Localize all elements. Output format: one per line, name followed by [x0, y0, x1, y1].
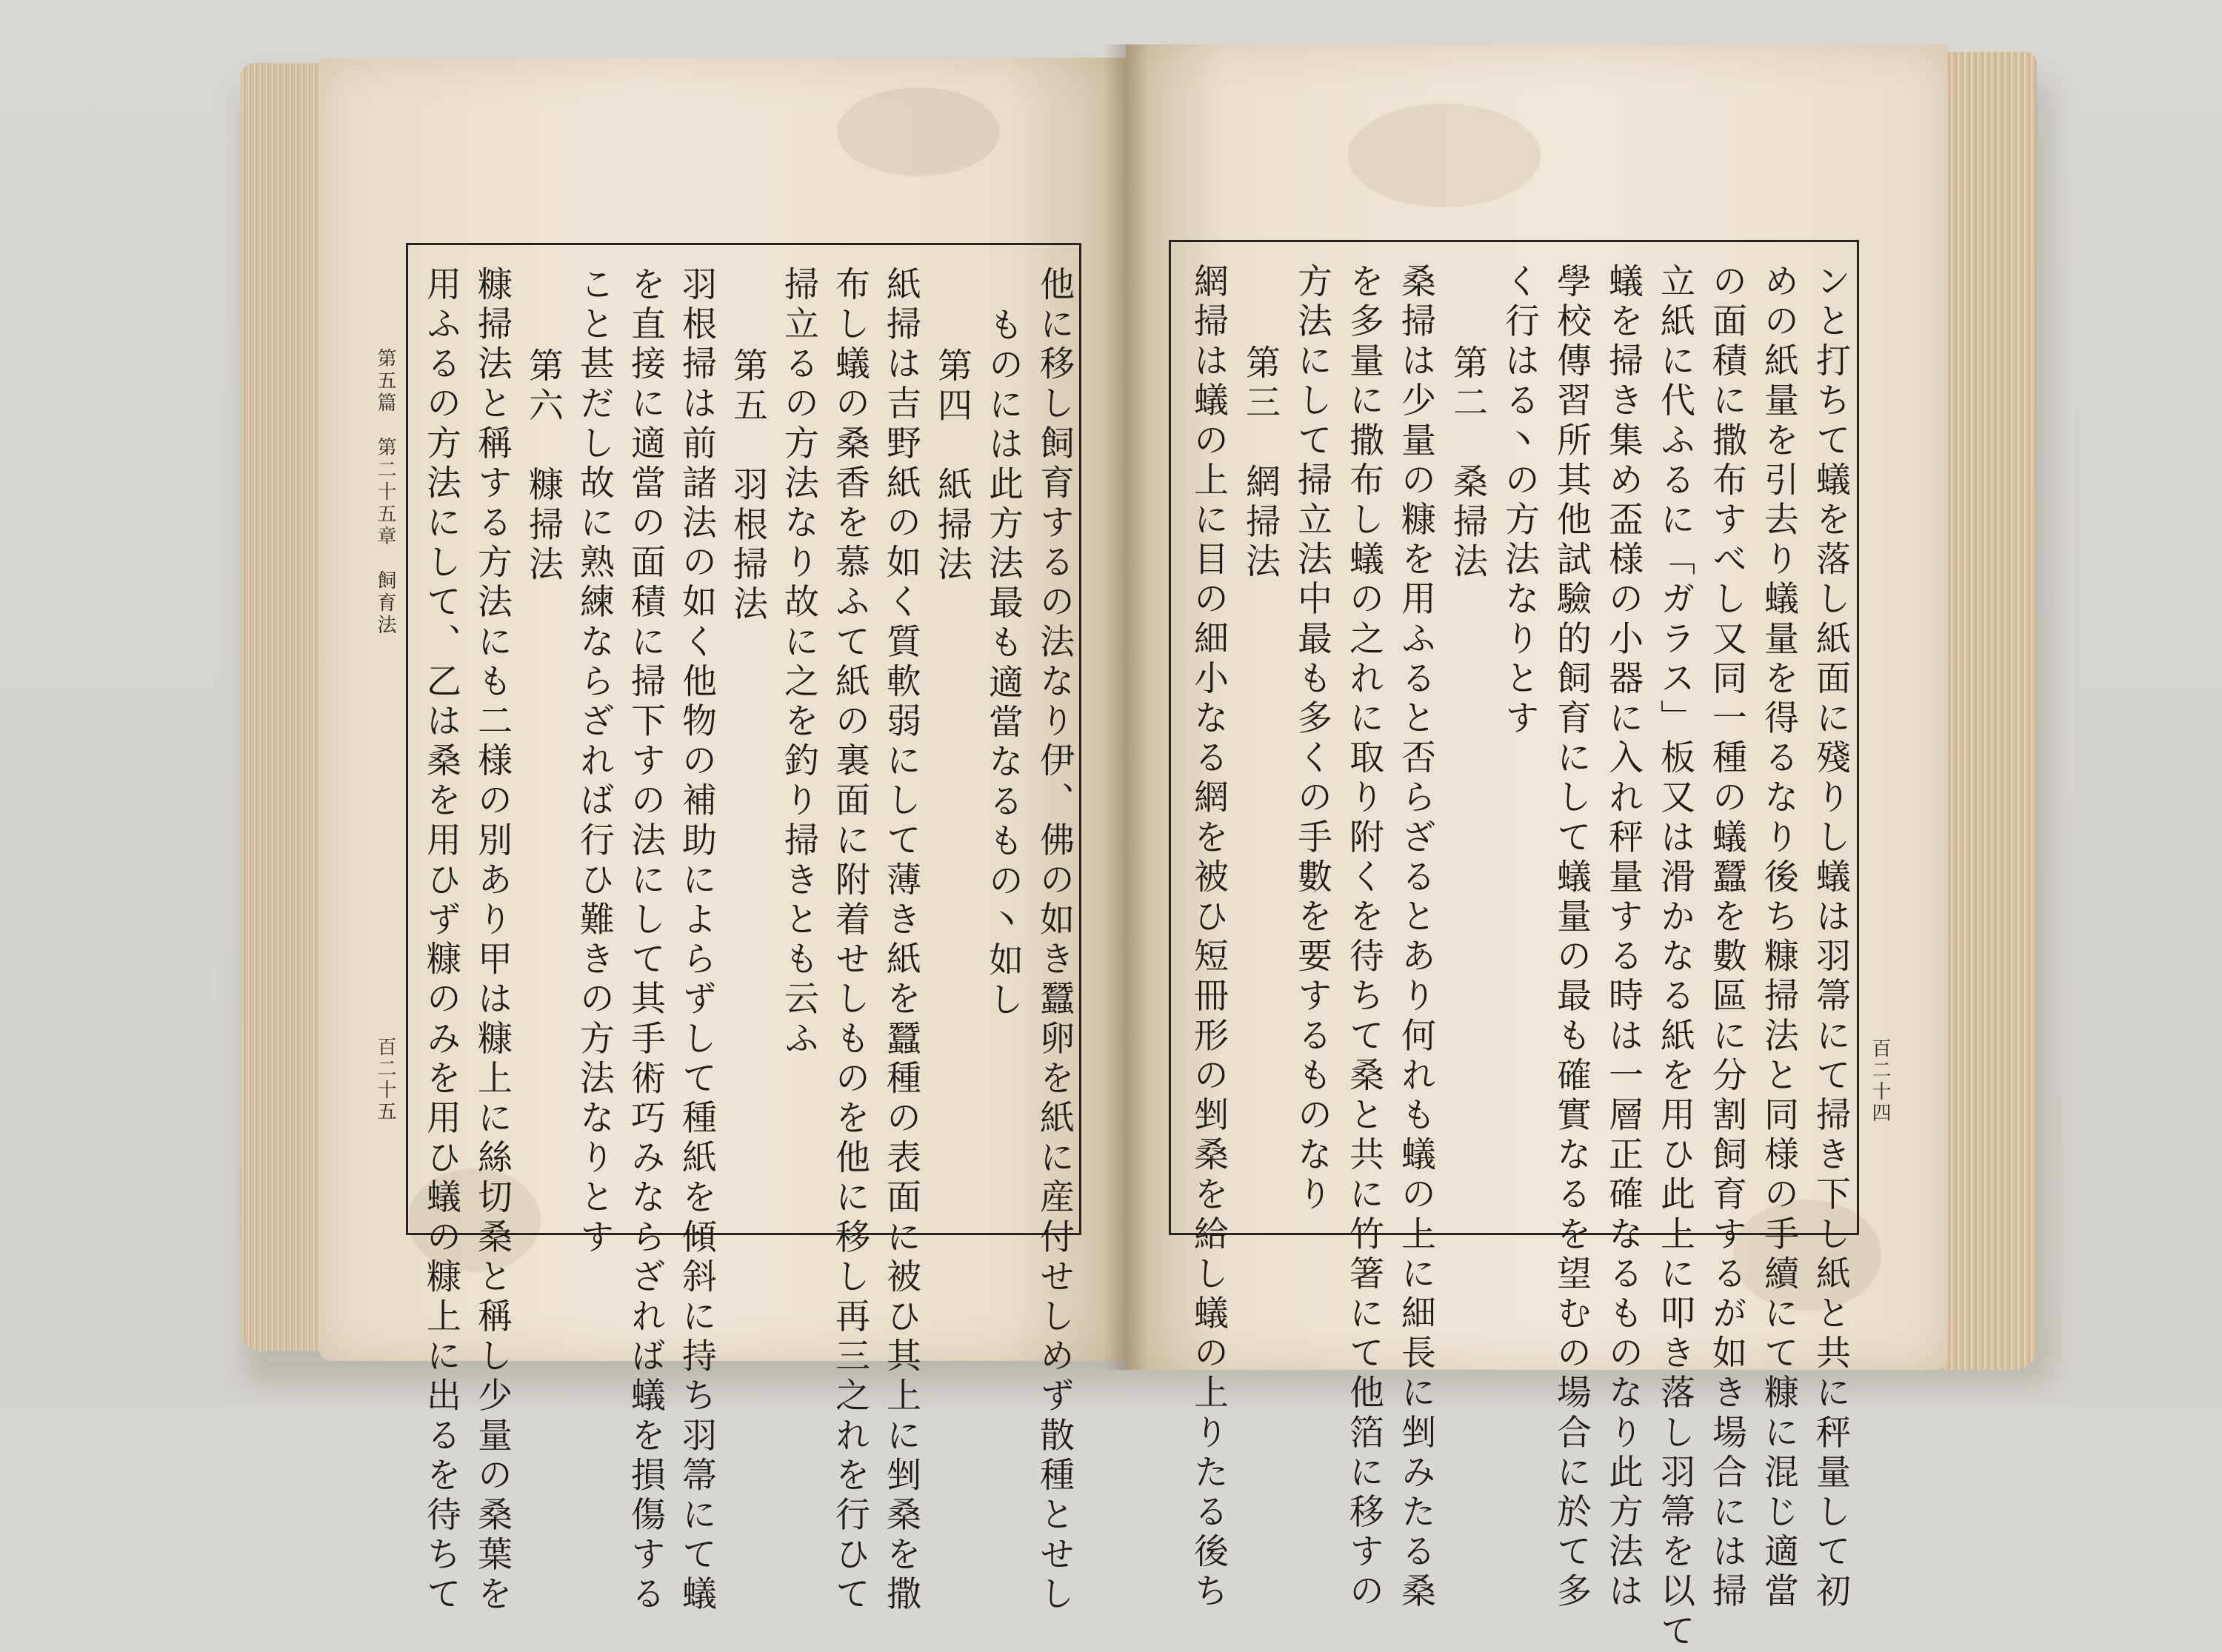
page-number-right: 百二十四: [1869, 1038, 1891, 1124]
paper-stain: [1348, 104, 1541, 207]
text-column: 糠掃法と稱する方法にも二様の別あり甲は糠上に絲切桑と稱し少量の桑葉を: [472, 266, 513, 1616]
text-column: 他に移し飼育するの法なり伊、佛の如き蠶卵を紙に産付せしめず散種とせし: [1034, 266, 1075, 1616]
left-page-edges: [241, 63, 330, 1351]
text-column: 羽根掃は前諸法の如く他物の補助によらずして種紙を傾斜に持ち羽箒にて蟻: [676, 266, 717, 1616]
text-column: 網掃は蟻の上に目の細小なる網を被ひ短冊形の剉桑を給し蟻の上りたる後ち: [1188, 263, 1229, 1613]
text-column: 蟻を掃き集め盃様の小器に入れ秤量する時は一層正確なるものなり此方法は: [1603, 263, 1644, 1613]
text-column: ンと打ちて蟻を落し紙面に殘りし蟻は羽箒にて掃き下し紙と共に秤量して初: [1810, 263, 1851, 1613]
section-heading: 第三 網掃法: [1240, 344, 1281, 583]
section-heading: 第五 羽根掃法: [727, 347, 768, 626]
text-column: 用ふるの方法にして、乙は桑を用ひず糠のみを用ひ蟻の糠上に出るを待ちて: [421, 266, 461, 1616]
text-column: を直接に適當の面積に掃下すの法にして其手術巧みならざれば蟻を損傷する: [625, 266, 666, 1616]
running-head: 第五篇 第二十五章 飼育法: [374, 348, 396, 637]
paper-stain: [837, 87, 1000, 176]
left-text-frame: [406, 243, 1081, 1616]
text-column: を多量に撒布し蟻の之れに取り附くを待ちて桑と共に竹箸にて他箔に移すの: [1344, 263, 1384, 1613]
text-column: こと甚だし故に熟練ならざれば行ひ難きの方法なりとす: [574, 266, 615, 1258]
section-heading: 第四 紙掃法: [932, 347, 972, 586]
book-gutter: [1104, 44, 1148, 1370]
text-column: 立紙に代ふるに「ガラス」板又は滑かなる紙を用ひ此上に叩き落し羽箒を以て: [1655, 263, 1695, 1652]
text-column: 桑掃は少量の糠を用ふると否らざるとあり何れも蟻の上に細長に剉みたる桑: [1395, 263, 1436, 1613]
text-column: 紙掃は吉野紙の如く質軟弱にして薄き紙を蠶種の表面に被ひ其上に剉桑を撒: [881, 266, 921, 1616]
text-column: の面積に撒布すべし又同一種の蟻蠶を數區に分割飼育するが如き場合には掃: [1706, 263, 1747, 1613]
text-column: めの紙量を引去り蟻量を得るなり後ち糠掃法と同様の手續にて糠に混じ適當: [1758, 263, 1799, 1613]
right-page-edges: [1941, 52, 2037, 1370]
section-heading: 第二 桑掃法: [1447, 344, 1488, 583]
section-heading: 第六 糠掃法: [523, 347, 564, 586]
text-column: 方法にして掃立法中最も多くの手數を要するものなり: [1292, 263, 1332, 1216]
page-number-left: 百二十五: [374, 1037, 396, 1123]
text-column: 布し蟻の桑香を慕ふて紙の裏面に附着せしものを他に移し再三之れを行ひて: [830, 266, 870, 1616]
text-column: 學校傳習所其他試驗的飼育にして蟻量の最も確實なるを望むの場合に於て多: [1551, 263, 1592, 1613]
text-column: く行はる丶の方法なりとす: [1499, 263, 1540, 740]
right-text-frame: [1169, 240, 1859, 1652]
text-column: ものには此方法最も適當なるもの丶如し: [983, 307, 1024, 1021]
text-column: 掃立るの方法なり故に之を釣り掃きとも云ふ: [778, 266, 819, 1060]
